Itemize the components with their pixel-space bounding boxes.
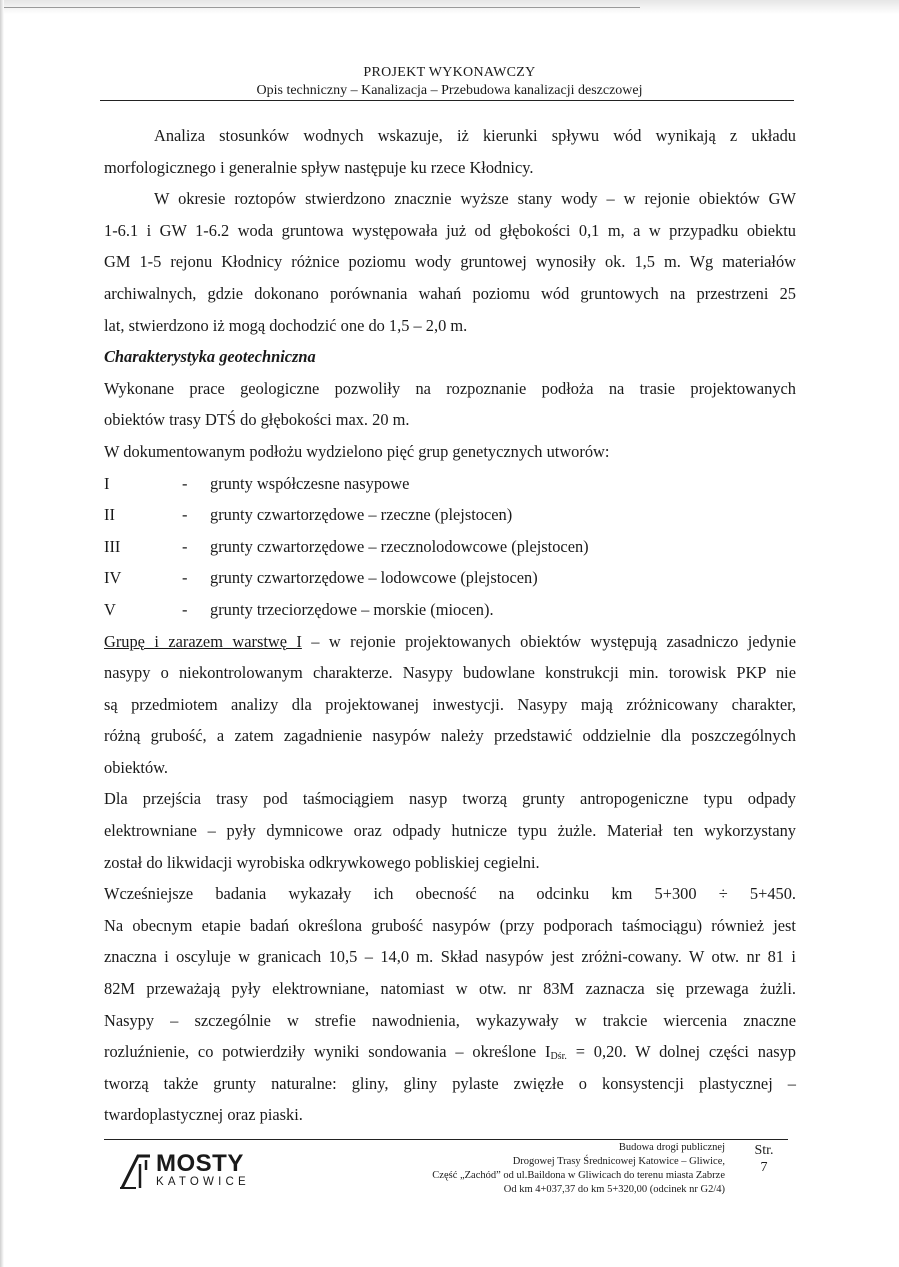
paragraph-line: Wcześniejsze badania wykazały ich obecność na odcinku km 5+300 ÷ 5+450. — [104, 884, 796, 904]
section-heading: Charakterystyka geotechniczna — [104, 347, 316, 367]
paragraph-line: nasypy o niekontrolowanym charakterze. Nasypy budowlane konstrukcji min. torowisk PKP nie — [104, 663, 796, 683]
document-body — [104, 120, 796, 1131]
group-row — [104, 594, 796, 626]
group-number: II — [104, 505, 115, 525]
header-rule — [100, 100, 794, 101]
group-row — [104, 468, 796, 500]
paragraph-line: różną grubość, a zatem zagadnienie nasypów należy przedstawić oddzielnie dla poszczególnych — [104, 726, 796, 746]
layer-lead: Grupę i zarazem warstwę I — [104, 631, 302, 651]
footer-info-line: Od km 4+037,37 do km 5+320,00 (odcinek nr G2/4) — [503, 1184, 725, 1195]
logo-name: MOSTY — [156, 1150, 244, 1177]
group-row — [104, 562, 796, 594]
paragraph-line: obiektów trasy DTŚ do głębokości max. 20 m. — [104, 410, 410, 430]
density-text-post: = 0,20. W dolnej części nasyp — [566, 1042, 797, 1062]
paragraph-line: 82M przeważają pyły elektrowniane, natomiast w otw. nr 83M zaznacza się przewaga żużli. — [104, 979, 796, 999]
page-number: 7 — [760, 1160, 768, 1175]
group-dash: - — [182, 536, 188, 556]
group-dash: - — [182, 473, 188, 493]
paragraph-line: elektrowniane – pyły dymnicowe oraz odpady hutnicze typu żużle. Materiał ten wykorzystany — [104, 821, 796, 841]
paragraph-line: Analiza stosunków wodnych wskazuje, iż kierunki spływu wód wynikają z układu — [154, 126, 796, 145]
scan-edge-line — [0, 7, 640, 8]
footer-project-info — [432, 1141, 725, 1197]
page-indicator — [744, 1142, 784, 1176]
group-row — [104, 531, 796, 563]
group-text: grunty czwartorzędowe – lodowcowe (plejstocen) — [210, 568, 538, 588]
paragraph-line: W dokumentowanym podłożu wydzielono pięć grup genetycznych utworów: — [104, 441, 610, 461]
paragraph-line: znaczna i oscyluje w granicach 10,5 – 14,0 m. Skład nasypów jest zróżni-cowany. W otw. nr 81 i — [104, 947, 796, 967]
paragraph-line — [104, 1036, 796, 1068]
group-text: grunty czwartorzędowe – rzeczne (plejstocen) — [210, 505, 513, 525]
density-subscript: Dśr. — [550, 1051, 567, 1063]
group-dash: - — [182, 599, 188, 619]
density-text-pre: rozluźnienie, co potwierdziły wyniki sondowania – określone I — [104, 1042, 551, 1062]
header-subtitle: Opis techniczny – Kanalizacja – Przebudowa kanalizacji deszczowej — [256, 83, 643, 98]
mosty-logo-icon — [118, 1150, 152, 1190]
paragraph-line: Na obecnym etapie badań określona grubość nasypów (przy podporach taśmociągu) również jest — [104, 915, 796, 935]
group-row — [104, 499, 796, 531]
group-text: grunty współczesne nasypowe — [210, 473, 410, 493]
footer-rule — [104, 1139, 788, 1140]
group-text: grunty trzeciorzędowe – morskie (miocen). — [210, 599, 494, 619]
paragraph-line: Wykonane prace geologiczne pozwoliły na rozpoznanie podłoża na trasie projektowanych — [104, 378, 796, 398]
group-text: grunty czwartorzędowe – rzecznolodowcowe (plejstocen) — [210, 536, 589, 556]
paragraph-line: 1-6.1 i GW 1-6.2 woda gruntowa występowała już od głębokości 0,1 m, a w przypadku obiektu — [104, 220, 796, 240]
paragraph-line: obiektów. — [104, 757, 169, 777]
paragraph-line: został do likwidacji wyrobiska odkrywkowego pobliskiej cegielni. — [104, 852, 540, 872]
group-number: V — [104, 599, 116, 619]
logo-city: KATOWICE — [156, 1176, 250, 1188]
group-dash: - — [182, 568, 188, 588]
group-number: IV — [104, 568, 122, 588]
group-number: III — [104, 536, 121, 556]
paragraph-line: archiwalnych, gdzie dokonano porównania wahań poziomu wód gruntowych na przestrzeni 25 — [104, 283, 796, 303]
paragraph-line: Nasypy – szczególnie w strefie nawodnienia, wykazywały w trakcie wiercenia znaczne — [104, 1010, 796, 1030]
paragraph-line: morfologicznego i generalnie spływ następuje ku rzece Kłodnicy. — [104, 157, 534, 177]
footer-info-line: Drogowej Trasy Średnicowej Katowice – Gliwice, — [512, 1156, 725, 1167]
paragraph-line: tworzą także grunty naturalne: gliny, gliny pylaste zwięzłe o konsystencji plastycznej – — [104, 1073, 796, 1093]
layer-lead-rest: – w rejonie projektowanych obiektów występują zasadniczo jedynie — [301, 631, 797, 651]
paragraph-line: Dla przejścia trasy pod taśmociągiem nasyp tworzą grunty antropogeniczne typu odpady — [104, 789, 796, 809]
header-title: PROJEKT WYKONAWCZY — [363, 65, 536, 80]
footer-info-line: Budowa drogi publicznej — [618, 1142, 725, 1153]
paragraph-line: lat, stwierdzono iż mogą dochodzić one do 1,5 – 2,0 m. — [104, 315, 468, 335]
paragraph-line: twardoplastycznej oraz piaski. — [104, 1105, 303, 1125]
scan-shadow-left — [0, 0, 4, 1267]
company-logo — [118, 1150, 258, 1194]
page-label: Str. — [754, 1143, 774, 1158]
footer-info-line: Część „Zachód” od ul.Baildona w Gliwicach do terenu miasta Zabrze — [432, 1170, 725, 1181]
paragraph-line: GM 1-5 rejonu Kłodnicy różnice poziomu wody gruntowej wynosiły ok. 1,5 m. Wg materiałów — [104, 252, 796, 272]
paragraph-line — [104, 626, 796, 658]
group-number: I — [104, 473, 110, 493]
group-dash: - — [182, 505, 188, 525]
paragraph-line: są przedmiotem analizy dla projektowanej inwestycji. Nasypy mają zróżnicowany charakter, — [104, 694, 796, 714]
paragraph-line: W okresie roztopów stwierdzono znacznie wyższe stany wody – w rejonie obiektów GW — [154, 189, 796, 209]
